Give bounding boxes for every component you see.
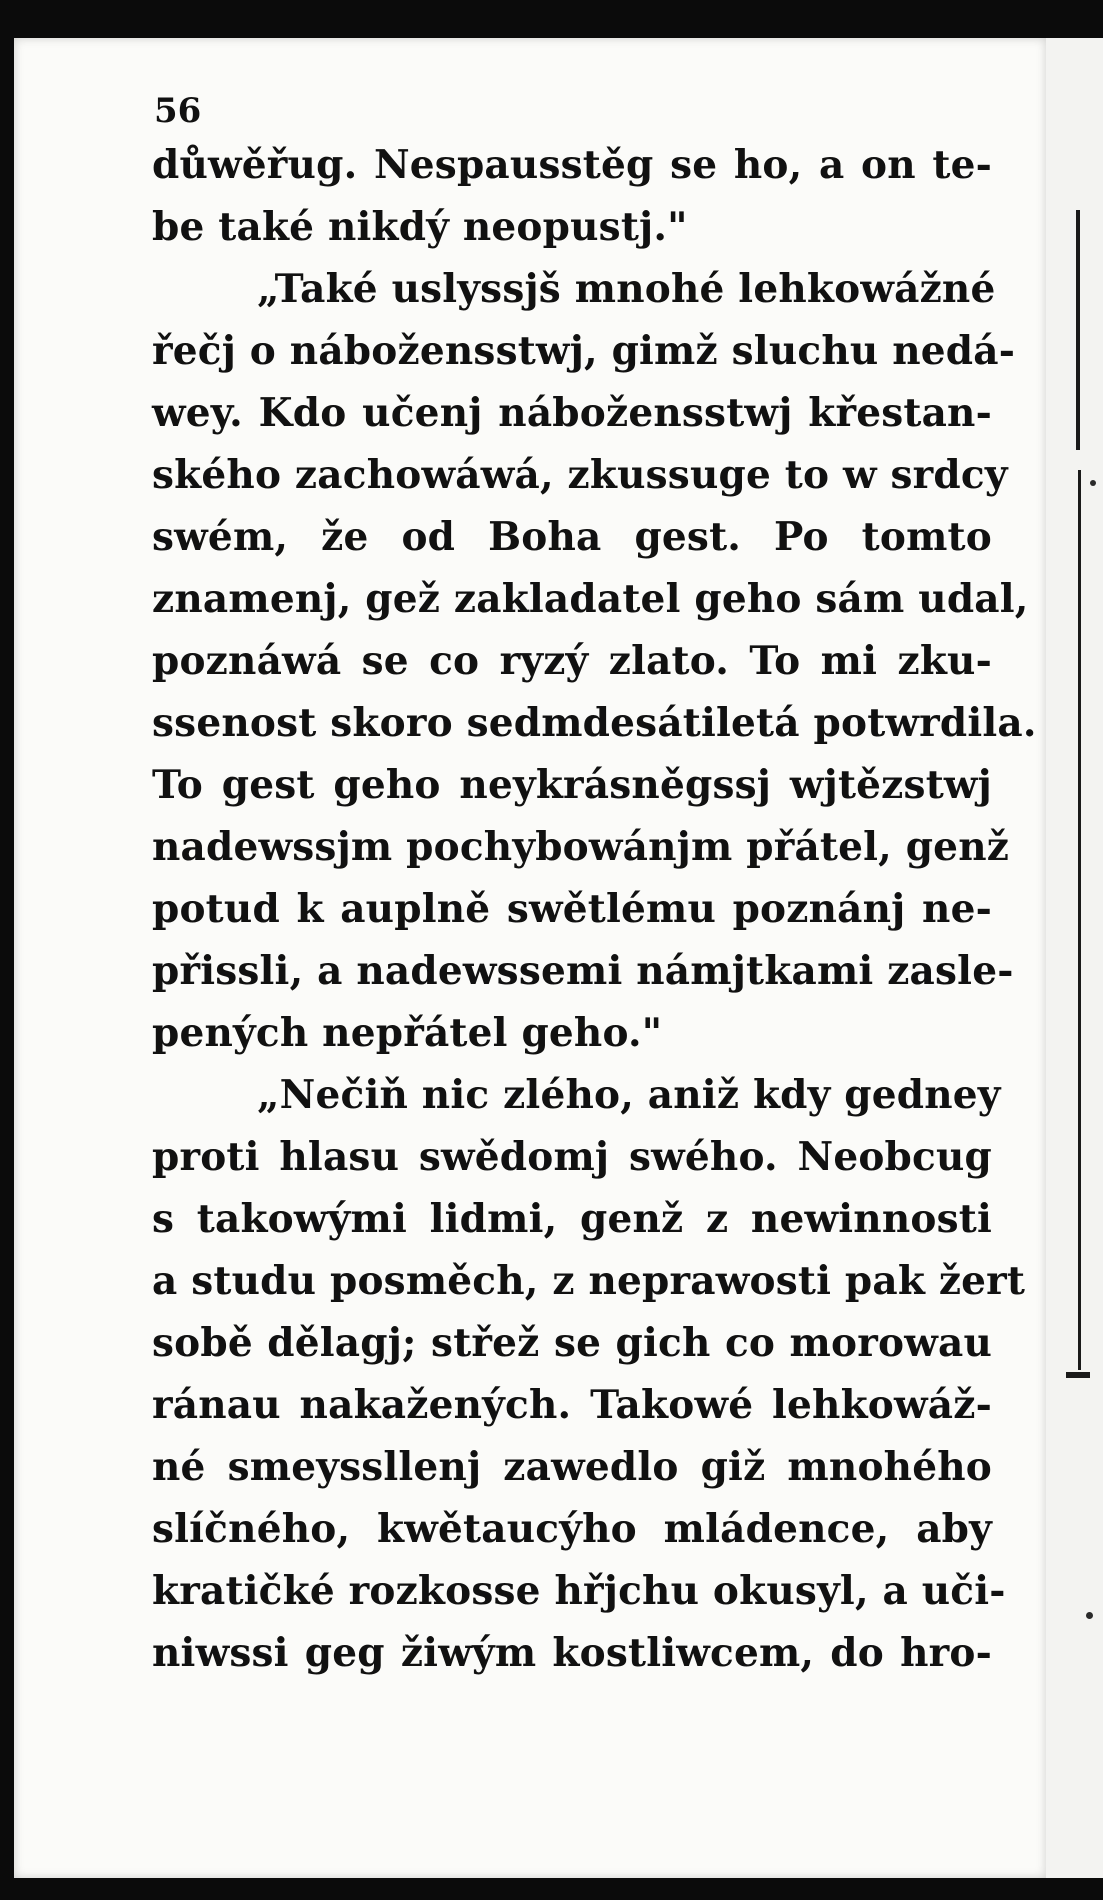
text-lines xyxy=(152,134,1037,1684)
text-line: poznáwá se co ryzý zlato. To mi zku- xyxy=(152,638,992,684)
text-line: ského zachowáwá, zkussuge to w srdcy xyxy=(152,452,1008,498)
text-line: „Také uslyssjš mnohé lehkowážné xyxy=(257,266,996,312)
page-text xyxy=(152,88,1037,1684)
adjacent-page-edge xyxy=(1046,38,1103,1878)
text-line: řečj o nábožensstwj, gimž sluchu nedá- xyxy=(152,328,1016,374)
text-line: To gest geho neykrásněgssj wjtězstwj xyxy=(152,762,992,808)
text-line: wey. Kdo učenj nábožensstwj křestan- xyxy=(152,390,992,436)
text-line: pených nepřátel geho." xyxy=(152,1010,663,1056)
text-line: potud k auplně swětlému poznánj ne- xyxy=(152,886,992,932)
text-line: „Nečiň nic zlého, aniž kdy gedney xyxy=(257,1072,1001,1118)
adjacent-page-mark xyxy=(1078,470,1081,1370)
adjacent-page-mark xyxy=(1066,1372,1090,1378)
text-line: sobě dělagj; střež se gich co morowau xyxy=(152,1320,992,1366)
text-line: slíčného, kwětaucýho mládence, aby xyxy=(152,1506,992,1552)
speck xyxy=(1090,480,1096,486)
text-line: kratičké rozkosse hřjchu okusyl, a uči- xyxy=(152,1568,1006,1614)
text-line: proti hlasu swědomj swého. Neobcug xyxy=(152,1134,992,1180)
text-line: niwssi geg žiwým kostliwcem, do hro- xyxy=(152,1630,992,1676)
speck xyxy=(1086,1612,1093,1619)
text-line: a studu posměch, z neprawosti pak žert xyxy=(152,1258,1026,1304)
text-line: znamenj, gež zakladatel geho sám udal, xyxy=(152,576,1029,622)
text-line: be také nikdý neopustj." xyxy=(152,204,688,250)
text-line: swém, že od Boha gest. Po tomto xyxy=(152,514,992,560)
text-line: nadewssjm pochybowánjm přátel, genž xyxy=(152,824,1010,870)
text-line: přissli, a nadewssemi námjtkami zasle- xyxy=(152,948,1014,994)
page-number: 56 xyxy=(154,91,202,131)
text-line: ssenost skoro sedmdesátiletá potwrdila. xyxy=(152,700,1037,746)
adjacent-page-mark xyxy=(1076,210,1080,450)
text-line: né smeyssllenj zawedlo giž mnohého xyxy=(152,1444,992,1490)
text-line: ránau nakažených. Takowé lehkowáž- xyxy=(152,1382,992,1428)
text-line: důwěřug. Nespausstěg se ho, a on te- xyxy=(152,142,992,188)
text-line: s takowými lidmi, genž z newinnosti xyxy=(152,1196,992,1242)
